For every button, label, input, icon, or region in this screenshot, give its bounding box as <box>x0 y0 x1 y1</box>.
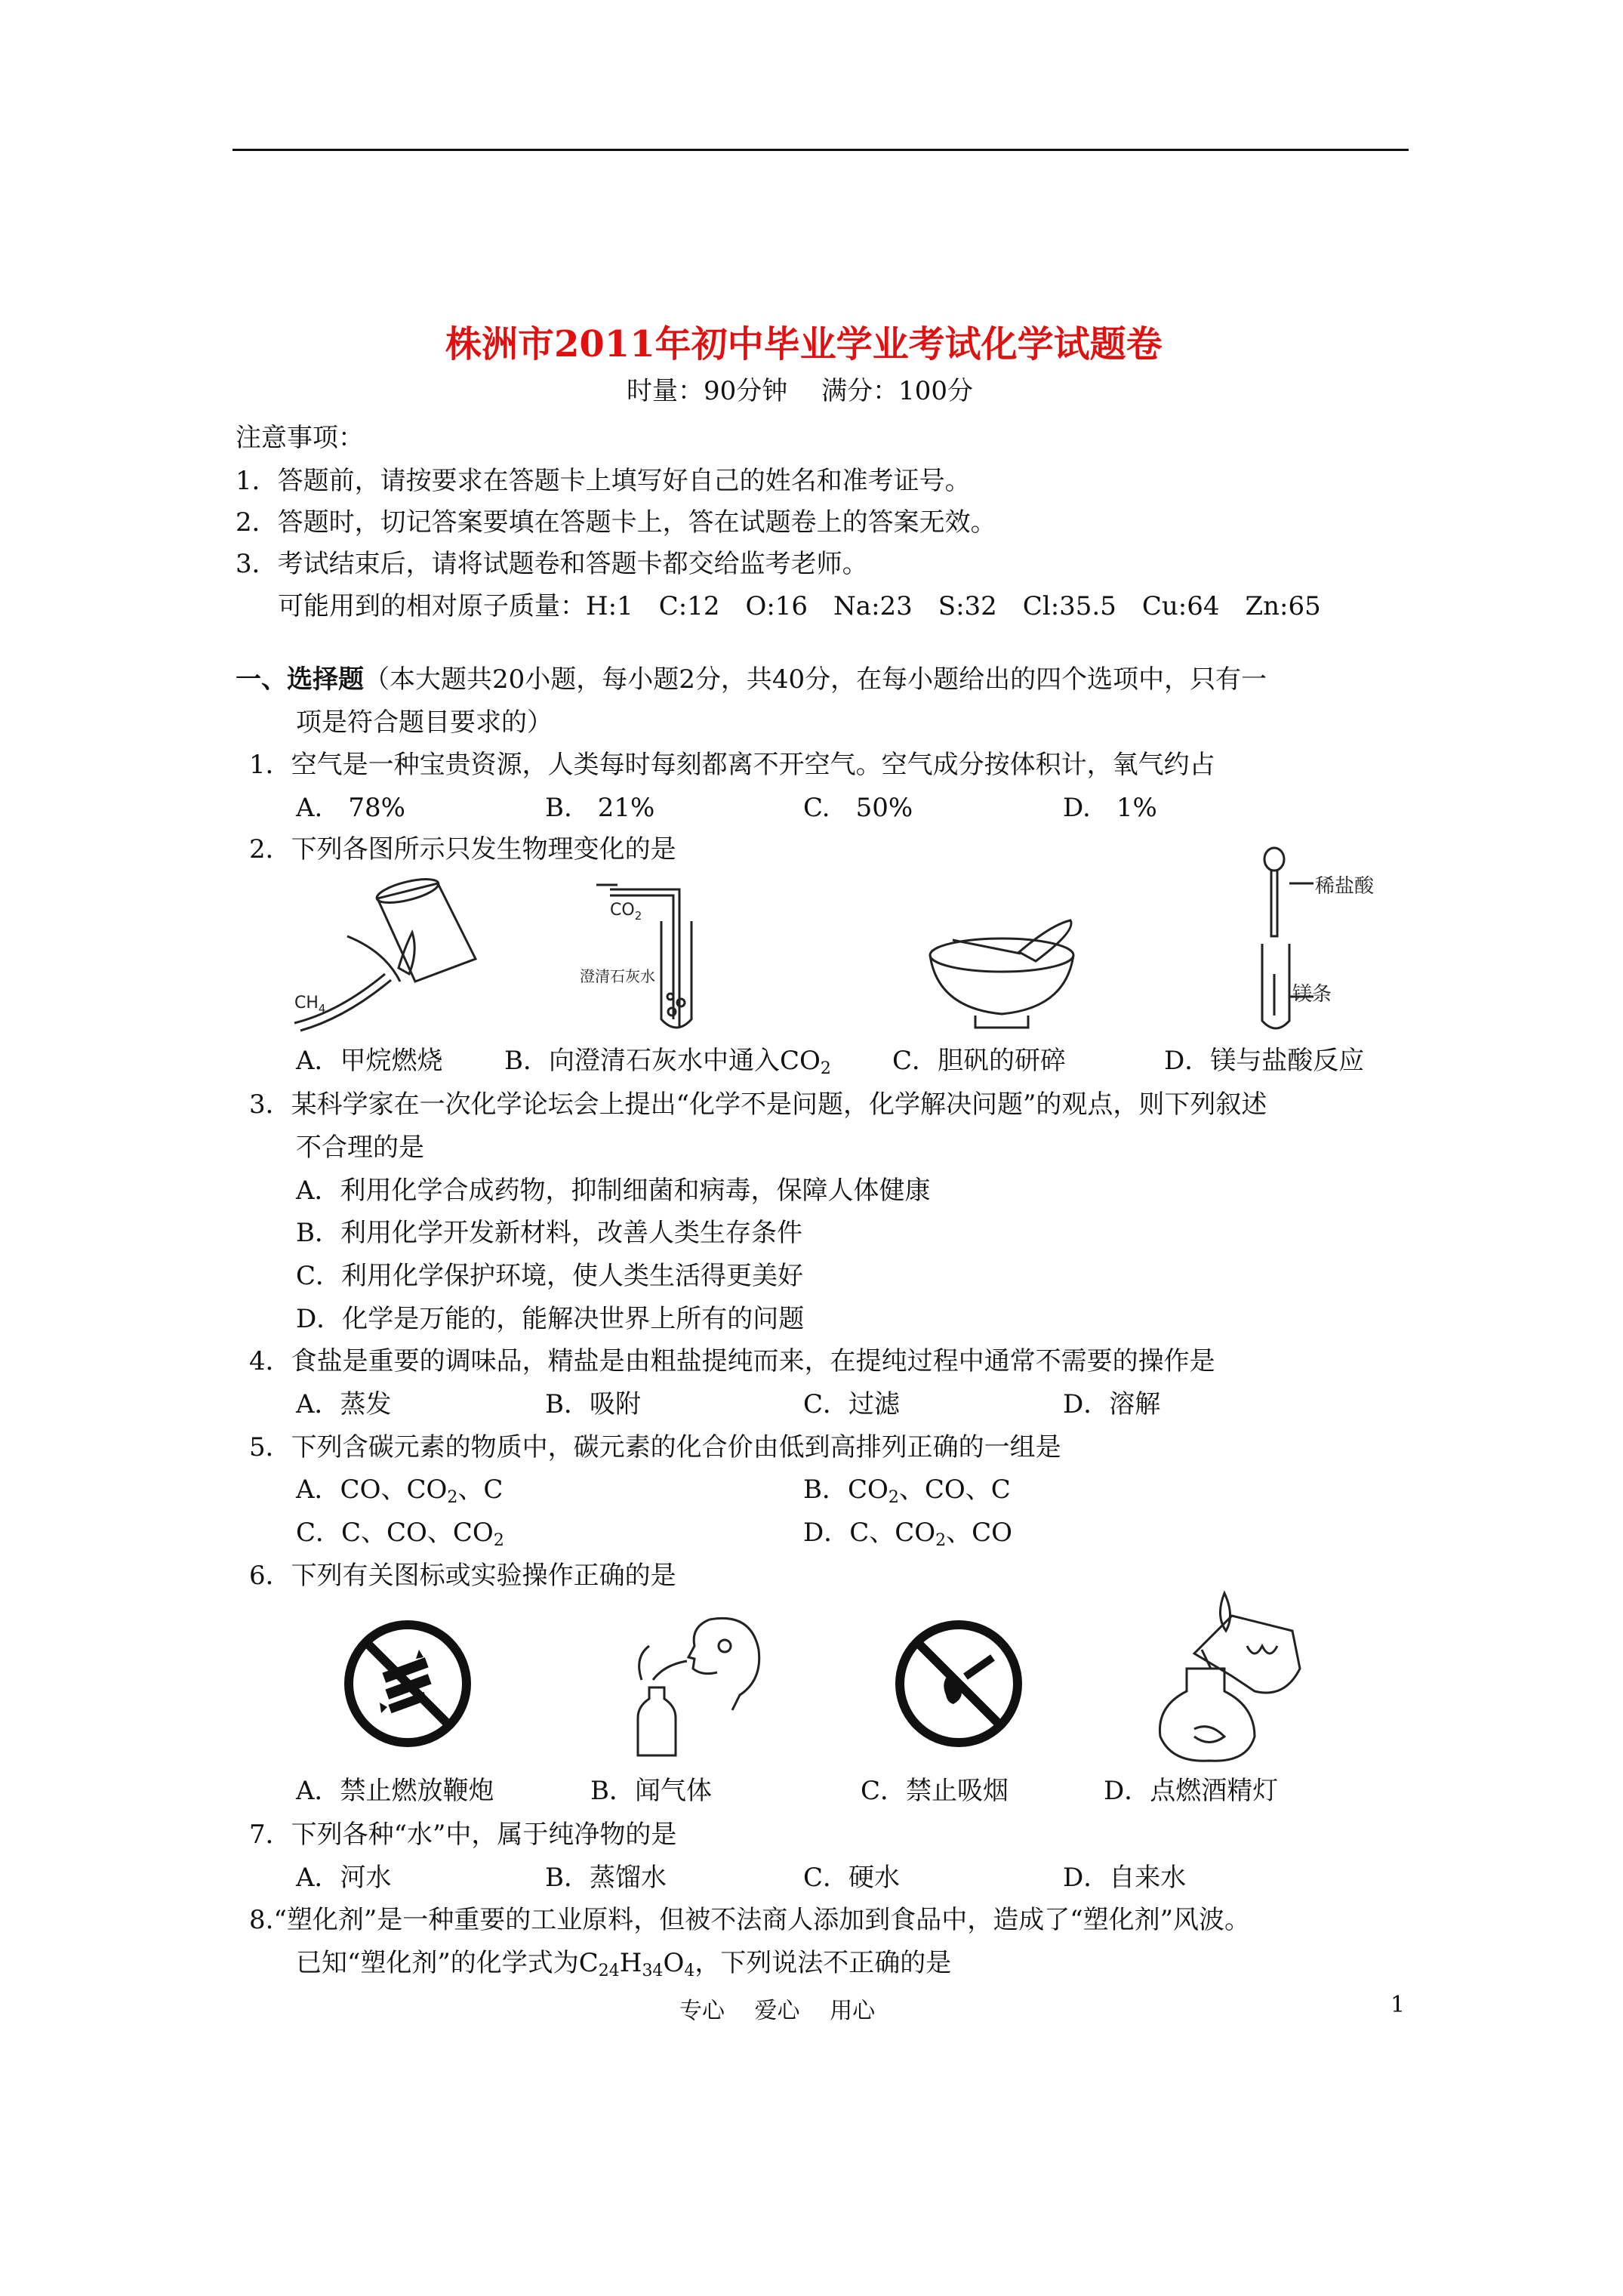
q6-option-b: B．闻气体 <box>590 1776 712 1806</box>
alcohol-lamp-figure <box>1141 1586 1315 1767</box>
q7-option-b: B．蒸馏水 <box>545 1863 667 1893</box>
q2-stem: 2．下列各图所示只发生物理变化的是 <box>249 834 676 864</box>
limewater-label: 澄清石灰水 <box>580 967 655 985</box>
section-heading-text: （本大题共20小题，每小题2分，共40分，在每小题给出的四个选项中，只有一 <box>364 664 1267 695</box>
q6-option-a: A．禁止燃放鞭炮 <box>296 1776 494 1806</box>
q8-stem-line2: 已知“塑化剂”的化学式为$C_{24}H_{34}O_4$，下列说法不正确的是 <box>296 1948 952 1980</box>
q2-option-b: B．向澄清石灰水中通入$CO_2$ <box>504 1046 831 1078</box>
q7-option-c: C．硬水 <box>803 1863 901 1893</box>
q7-option-d: D．自来水 <box>1063 1863 1187 1893</box>
section-heading-bold: 一、选择题 <box>236 664 364 695</box>
q6-option-d: D．点燃酒精灯 <box>1104 1776 1279 1806</box>
header-rule <box>233 149 1409 151</box>
no-smoking-sign-icon <box>895 1620 1023 1748</box>
mortar-pestle-figure <box>922 910 1081 1034</box>
smelling-gas-figure <box>619 1604 770 1763</box>
q1-stem: 1．空气是一种宝贵资源，人类每时每刻都离不开空气。空气成分按体积计，氧气约占 <box>249 750 1215 780</box>
methane-burning-figure <box>287 868 498 1034</box>
q5-stem: 5．下列含碳元素的物质中，碳元素的化合价由低到高排列正确的一组是 <box>249 1432 1061 1462</box>
ch4-label: $CH_4$ <box>294 994 326 1015</box>
q4-stem: 4．食盐是重要的调味品，精盐是由粗盐提纯而来，在提纯过程中通常不需要的操作是 <box>249 1346 1215 1376</box>
exam-duration-score: 时量：90分钟 满分：100分 <box>627 376 973 406</box>
q4-option-d: D．溶解 <box>1063 1389 1161 1419</box>
notice-heading: 注意事项： <box>236 423 364 453</box>
q1-option-b: B. 21% <box>545 793 655 823</box>
q5-option-a: A．CO、$CO_2$、C <box>296 1475 504 1507</box>
magnesium-acid-figure <box>1246 846 1397 1034</box>
exam-title: 株洲市2011年初中毕业学业考试化学试题卷 <box>445 323 1163 365</box>
q8-stem: 8.“塑化剂”是一种重要的工业原料，但被不法商人添加到食品中，造成了“塑化剂”风波。 <box>249 1905 1250 1935</box>
q3-option-c: C．利用化学保护环境，使人类生活得更美好 <box>296 1261 804 1291</box>
co2-limewater-figure <box>574 876 725 1034</box>
q3-option-d: D．化学是万能的，能解决世界上所有的问题 <box>296 1304 805 1334</box>
acid-label: 稀盐酸 <box>1315 875 1375 898</box>
q2-option-c: C．胆矾的研碎 <box>892 1046 1067 1076</box>
q2-option-d: D．镁与盐酸反应 <box>1164 1046 1365 1076</box>
notice-item-3: 3．考试结束后，请将试题卷和答题卡都交给监考老师。 <box>236 549 868 579</box>
footer-motto: 专心 爱心 用心 <box>679 1998 876 2024</box>
page-number: 1 <box>1390 1992 1406 2018</box>
q2-option-a: A．甲烷燃烧 <box>296 1046 443 1076</box>
q6-option-c: C．禁止吸烟 <box>861 1776 1009 1806</box>
no-firecrackers-sign-icon <box>343 1620 472 1748</box>
co2-label: $CO_2$ <box>610 901 642 923</box>
q1-option-d: D. 1% <box>1063 793 1157 823</box>
q5-option-c: C．C、CO、$CO_2$ <box>296 1518 504 1550</box>
notice-item-1: 1．答题前，请按要求在答题卡上填写好自己的姓名和准考证号。 <box>236 466 971 496</box>
q5-option-d: D．C、$CO_2$、CO <box>803 1518 1013 1550</box>
notice-item-2: 2．答题时，切记答案要填在答题卡上，答在试题卷上的答案无效。 <box>236 507 996 538</box>
q1-option-c: C. 50% <box>803 793 913 823</box>
q1-option-a: A. 78% <box>296 793 405 823</box>
mg-ribbon-label: 镁条 <box>1292 983 1332 1006</box>
q3-option-b: B．利用化学开发新材料，改善人类生存条件 <box>296 1218 802 1248</box>
q5-option-b: B．$CO_2$、CO、C <box>803 1475 1011 1507</box>
q4-option-c: C．过滤 <box>803 1389 901 1419</box>
q7-stem: 7．下列各种“水”中，属于纯净物的是 <box>249 1820 677 1850</box>
q7-option-a: A．河水 <box>296 1863 392 1893</box>
section-heading-line2: 项是符合题目要求的） <box>296 707 553 738</box>
q6-stem: 6．下列有关图标或实验操作正确的是 <box>249 1561 676 1591</box>
q4-option-b: B．吸附 <box>545 1389 641 1419</box>
atomic-masses: 可能用到的相对原子质量：H:1 C:12 O:16 Na:23 S:32 Cl:35.5 Cu:64 Zn:65 <box>278 591 1321 621</box>
q3-option-a: A．利用化学合成药物，抑制细菌和病毒，保障人体健康 <box>296 1176 931 1206</box>
q3-stem: 3．某科学家在一次化学论坛会上提出“化学不是问题，化学解决问题”的观点，则下列叙述 <box>249 1089 1267 1120</box>
q3-stem-line2: 不合理的是 <box>296 1133 424 1163</box>
q4-option-a: A．蒸发 <box>296 1389 392 1419</box>
section-heading <box>236 664 1267 695</box>
